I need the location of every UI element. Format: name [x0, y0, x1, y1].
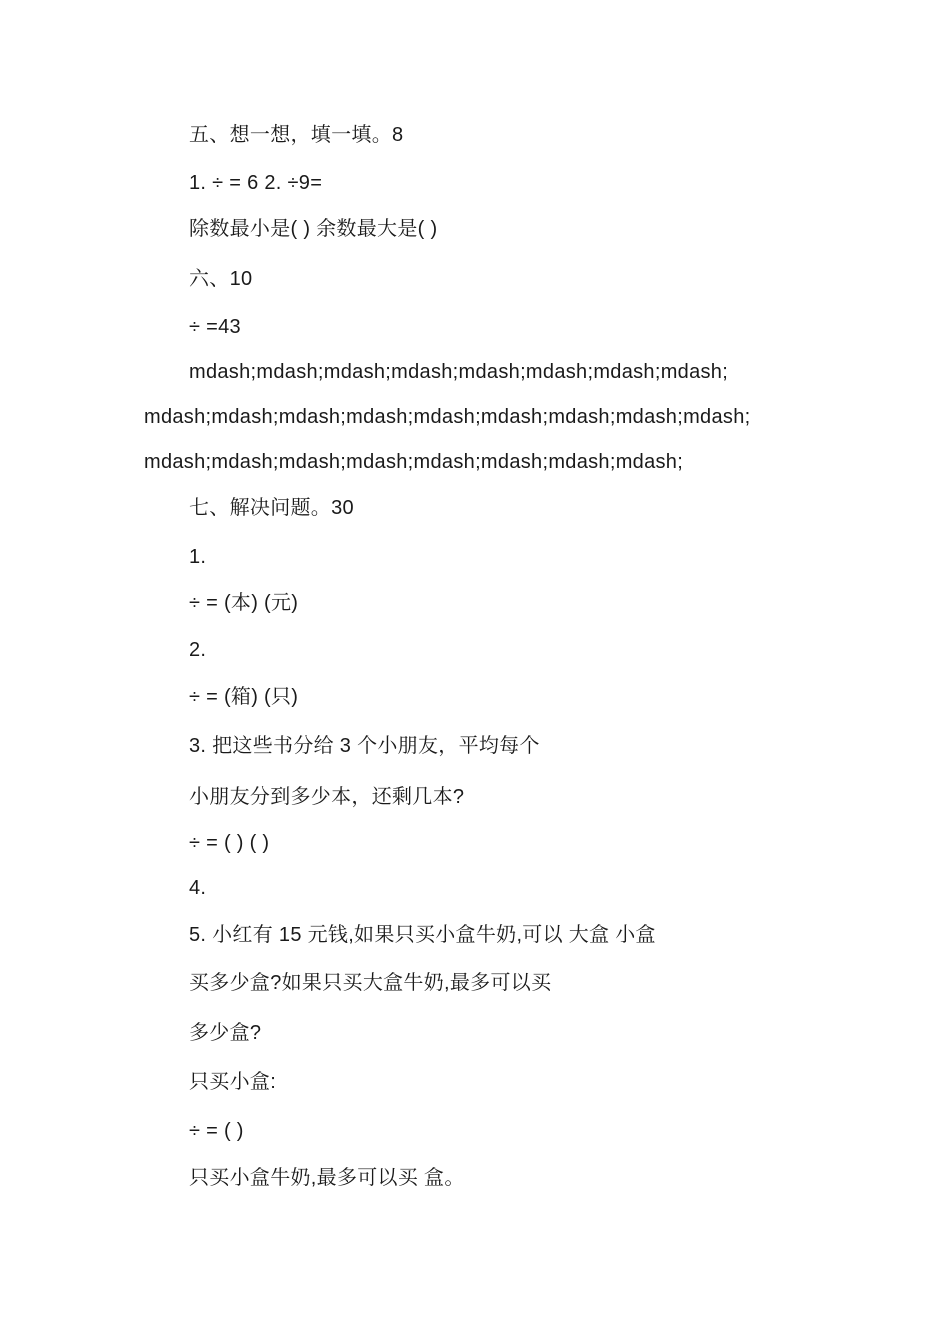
- problem-2-label: 2.: [189, 639, 207, 661]
- problem-2-equation: ÷ = (箱) (只): [189, 686, 299, 708]
- problem-1-equation: ÷ = (本) (元): [189, 592, 299, 614]
- dash-line-2: mdash;mdash;mdash;mdash;mdash;mdash;mdash;mdash;mdash;: [144, 406, 751, 428]
- problem-5-answer: 只买小盒牛奶,最多可以买 盒。: [189, 1167, 465, 1189]
- problem-5-text-cont: 买多少盒?如果只买大盒牛奶,最多可以买: [189, 972, 552, 994]
- section-5-question-1-2: 1. ÷ = 6 2. ÷9=: [189, 172, 323, 194]
- problem-3-equation: ÷ = ( ) ( ): [189, 832, 270, 854]
- section-7-heading: 七、解决问题。30: [189, 497, 354, 519]
- dash-line-1: mdash;mdash;mdash;mdash;mdash;mdash;mdash;mdash;: [189, 361, 729, 383]
- problem-3-text: 3. 把这些书分给 3 个小朋友，平均每个: [189, 735, 540, 757]
- problem-5-equation: ÷ = ( ): [189, 1120, 244, 1142]
- problem-1-label: 1.: [189, 546, 207, 568]
- section-6-equation: ÷ =43: [189, 316, 241, 338]
- section-6-heading: 六、10: [189, 268, 253, 290]
- problem-5-text-end: 多少盒?: [189, 1022, 262, 1044]
- section-5-heading: 五、想一想，填一填。8: [189, 124, 404, 146]
- section-5-blanks: 除数最小是( ) 余数最大是( ): [189, 218, 438, 240]
- problem-3-text-cont: 小朋友分到多少本，还剩几本?: [189, 786, 465, 808]
- problem-5-text: 5. 小红有 15 元钱,如果只买小盒牛奶,可以 大盒 小盒: [189, 924, 656, 946]
- dash-line-3: mdash;mdash;mdash;mdash;mdash;mdash;mdash;mdash;: [144, 451, 684, 473]
- problem-4-label: 4.: [189, 877, 207, 899]
- problem-5-small-box-label: 只买小盒:: [189, 1071, 277, 1093]
